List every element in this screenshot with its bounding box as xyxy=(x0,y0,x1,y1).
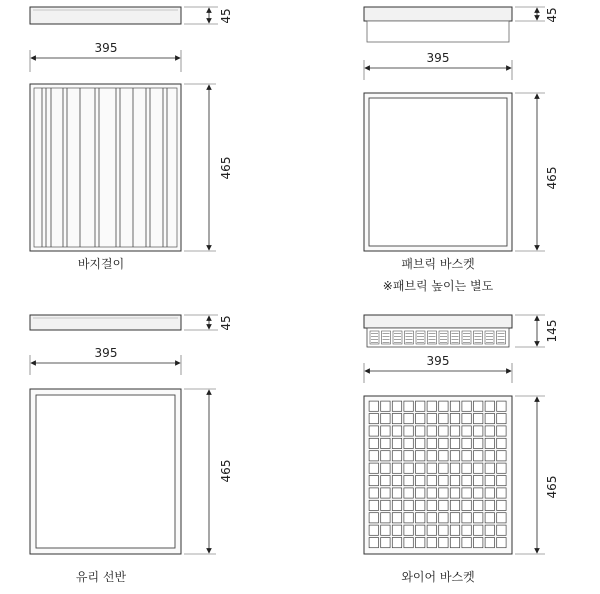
wire-cell xyxy=(474,476,483,486)
wire-side-slot xyxy=(462,331,471,344)
wire-side-slot xyxy=(428,331,437,344)
wire-cell xyxy=(416,513,425,523)
wire-cell xyxy=(369,401,378,411)
wire-cell xyxy=(439,401,448,411)
wire-cell xyxy=(439,488,448,498)
wire-cell xyxy=(404,451,413,461)
wire-cell xyxy=(404,513,413,523)
fabric-basket-depth-dimension xyxy=(515,7,559,23)
wire-cell xyxy=(474,426,483,436)
fabric-basket-height-label: 465 xyxy=(545,166,559,190)
wire-basket-caption: 와이어 바스켓 xyxy=(401,570,475,584)
wire-cell xyxy=(462,488,471,498)
wire-cell xyxy=(439,414,448,424)
wire-cell xyxy=(485,476,494,486)
wire-cell xyxy=(392,488,401,498)
wire-cell xyxy=(450,401,459,411)
pants-hanger-height-label: 465 xyxy=(219,156,233,180)
wire-cell xyxy=(497,513,506,523)
wire-cell xyxy=(485,438,494,448)
glass-shelf-height-label: 465 xyxy=(219,459,233,483)
wire-cell xyxy=(497,451,506,461)
wire-side-slot xyxy=(439,331,448,344)
wire-cell xyxy=(450,463,459,473)
wire-cell xyxy=(474,463,483,473)
glass-shelf-width-dimension xyxy=(30,346,181,375)
wire-cell xyxy=(416,488,425,498)
wire-cell xyxy=(462,414,471,424)
wire-basket-depth-label: 145 xyxy=(545,319,559,343)
wire-basket-width-dimension xyxy=(364,354,512,383)
wire-side-slot xyxy=(405,331,414,344)
wire-cell xyxy=(416,500,425,510)
wire-cell xyxy=(462,500,471,510)
wire-cell xyxy=(381,500,390,510)
wire-cell xyxy=(439,438,448,448)
fabric-basket-width-label: 395 xyxy=(426,51,450,65)
wire-cell xyxy=(416,538,425,548)
wire-side-slot xyxy=(382,331,391,344)
wire-cell xyxy=(369,538,378,548)
wire-cell xyxy=(381,401,390,411)
wire-cell xyxy=(474,438,483,448)
wire-cell xyxy=(474,488,483,498)
wire-side-slot xyxy=(485,331,494,344)
wire-cell xyxy=(497,414,506,424)
wire-cell xyxy=(485,525,494,535)
wire-cell xyxy=(497,476,506,486)
wire-cell xyxy=(450,426,459,436)
wire-cell xyxy=(369,500,378,510)
pants-hanger-depth-label: 45 xyxy=(219,8,233,24)
wire-cell xyxy=(427,438,436,448)
wire-cell xyxy=(497,538,506,548)
wire-cell xyxy=(450,500,459,510)
wire-cell xyxy=(404,463,413,473)
wire-cell xyxy=(427,525,436,535)
glass-shelf-depth-dimension xyxy=(184,315,233,331)
glass-shelf-width-label: 395 xyxy=(94,346,118,360)
wire-cell xyxy=(462,476,471,486)
wire-cell xyxy=(381,513,390,523)
wire-cell xyxy=(497,426,506,436)
wire-cell xyxy=(392,500,401,510)
wire-cell xyxy=(381,525,390,535)
wire-cell xyxy=(485,414,494,424)
wire-cell xyxy=(474,401,483,411)
wire-cell xyxy=(404,426,413,436)
wire-cell xyxy=(416,451,425,461)
wire-cell xyxy=(462,426,471,436)
wire-cell xyxy=(474,414,483,424)
wire-cell xyxy=(381,488,390,498)
wire-side-slot xyxy=(451,331,460,344)
wire-cell xyxy=(369,463,378,473)
panel-fabric-basket xyxy=(364,7,559,293)
pants-hanger-width-label: 395 xyxy=(94,41,118,55)
wire-cell xyxy=(392,525,401,535)
wire-cell xyxy=(369,476,378,486)
wire-cell xyxy=(439,451,448,461)
wire-cell xyxy=(439,500,448,510)
wire-basket-depth-dimension xyxy=(515,315,559,347)
wire-cell xyxy=(485,538,494,548)
wire-cell xyxy=(427,476,436,486)
wire-cell xyxy=(381,451,390,461)
glass-shelf-height-dimension xyxy=(184,389,233,554)
wire-cell xyxy=(439,513,448,523)
fabric-basket-note: ※패브릭 높이는 별도 xyxy=(382,279,494,293)
wire-cell xyxy=(497,401,506,411)
fabric-basket-caption: 패브릭 바스켓 xyxy=(401,257,475,271)
wire-cell xyxy=(462,463,471,473)
wire-cell xyxy=(439,525,448,535)
wire-cell xyxy=(404,476,413,486)
wire-cell xyxy=(427,488,436,498)
wire-cell xyxy=(497,488,506,498)
wire-basket-height-label: 465 xyxy=(545,475,559,499)
wire-cell xyxy=(369,426,378,436)
fabric-basket-width-dimension xyxy=(364,51,512,80)
wire-cell xyxy=(381,438,390,448)
wire-cell xyxy=(474,451,483,461)
wire-cell xyxy=(497,525,506,535)
wire-cell xyxy=(427,401,436,411)
wire-cell xyxy=(462,438,471,448)
wire-cell xyxy=(404,500,413,510)
wire-side-slot xyxy=(416,331,425,344)
wire-cell xyxy=(392,463,401,473)
wire-cell xyxy=(369,525,378,535)
wire-cell xyxy=(462,525,471,535)
wire-cell xyxy=(462,401,471,411)
wire-side-slot xyxy=(370,331,379,344)
fabric-basket-side-view xyxy=(364,7,512,21)
wire-cell xyxy=(462,538,471,548)
wire-cell xyxy=(404,414,413,424)
wire-cell xyxy=(392,538,401,548)
wire-cell xyxy=(427,463,436,473)
wire-cell xyxy=(427,426,436,436)
wire-cell xyxy=(450,414,459,424)
wire-cell xyxy=(369,451,378,461)
wire-cell xyxy=(392,401,401,411)
wire-side-slot xyxy=(393,331,402,344)
wire-basket-height-dimension xyxy=(515,396,559,554)
wire-cell xyxy=(497,463,506,473)
panel-pants-hanger xyxy=(30,7,233,271)
wire-cell xyxy=(416,426,425,436)
wire-cell xyxy=(474,525,483,535)
wire-cell xyxy=(369,414,378,424)
pants-hanger-height-dimension xyxy=(184,84,233,251)
wire-basket-width-label: 395 xyxy=(426,354,450,368)
wire-basket-side-view xyxy=(364,315,512,328)
wire-cell xyxy=(381,414,390,424)
wire-cell xyxy=(474,500,483,510)
wire-cell xyxy=(416,414,425,424)
wire-cell xyxy=(450,513,459,523)
wire-cell xyxy=(462,451,471,461)
wire-cell xyxy=(485,451,494,461)
wire-cell xyxy=(450,538,459,548)
wire-cell xyxy=(439,538,448,548)
wire-cell xyxy=(427,538,436,548)
wire-cell xyxy=(416,525,425,535)
wire-cell xyxy=(369,438,378,448)
glass-shelf-caption: 유리 선반 xyxy=(75,570,127,584)
wire-cell xyxy=(474,538,483,548)
wire-cell xyxy=(369,488,378,498)
wire-cell xyxy=(416,401,425,411)
wire-cell xyxy=(381,463,390,473)
wire-cell xyxy=(404,488,413,498)
fabric-basket-height-dimension xyxy=(515,93,559,251)
wire-side-slot xyxy=(497,331,506,344)
wire-cell xyxy=(474,513,483,523)
wire-cell xyxy=(497,500,506,510)
wire-cell xyxy=(497,438,506,448)
wire-cell xyxy=(485,463,494,473)
wire-side-slot xyxy=(474,331,483,344)
wire-cell xyxy=(392,476,401,486)
wire-cell xyxy=(427,451,436,461)
wire-cell xyxy=(392,513,401,523)
pants-hanger-width-dimension xyxy=(30,41,181,72)
wire-cell xyxy=(450,488,459,498)
wire-cell xyxy=(404,438,413,448)
wire-cell xyxy=(450,476,459,486)
pants-hanger-caption: 바지걸이 xyxy=(77,257,125,271)
wire-cell xyxy=(439,476,448,486)
wire-cell xyxy=(416,438,425,448)
fabric-basket-depth-label: 45 xyxy=(545,7,559,23)
pants-hanger-depth-dimension xyxy=(184,7,233,24)
wire-cell xyxy=(404,538,413,548)
wire-cell xyxy=(485,488,494,498)
wire-cell xyxy=(416,476,425,486)
pants-hanger-side-view xyxy=(30,7,181,24)
wire-cell xyxy=(485,500,494,510)
wire-cell xyxy=(439,463,448,473)
wire-cell xyxy=(392,426,401,436)
wire-cell xyxy=(439,426,448,436)
wire-cell xyxy=(485,513,494,523)
wire-cell xyxy=(485,401,494,411)
wire-cell xyxy=(450,438,459,448)
wire-cell xyxy=(381,426,390,436)
glass-shelf-depth-label: 45 xyxy=(219,315,233,331)
wire-cell xyxy=(450,451,459,461)
wire-cell xyxy=(392,414,401,424)
pants-hanger-front-view xyxy=(30,84,181,251)
wire-cell xyxy=(427,414,436,424)
wire-cell xyxy=(392,451,401,461)
wire-cell xyxy=(404,525,413,535)
panel-glass-shelf xyxy=(30,315,233,584)
wire-cell xyxy=(381,476,390,486)
wire-cell xyxy=(450,525,459,535)
wire-cell xyxy=(381,538,390,548)
wire-cell xyxy=(416,463,425,473)
wire-cell xyxy=(485,426,494,436)
wire-cell xyxy=(392,438,401,448)
panel-wire-basket xyxy=(364,315,559,584)
wire-cell xyxy=(427,500,436,510)
wire-cell xyxy=(427,513,436,523)
wire-cell xyxy=(462,513,471,523)
glass-shelf-side-view xyxy=(30,315,181,330)
wire-cell xyxy=(404,401,413,411)
wire-cell xyxy=(369,513,378,523)
